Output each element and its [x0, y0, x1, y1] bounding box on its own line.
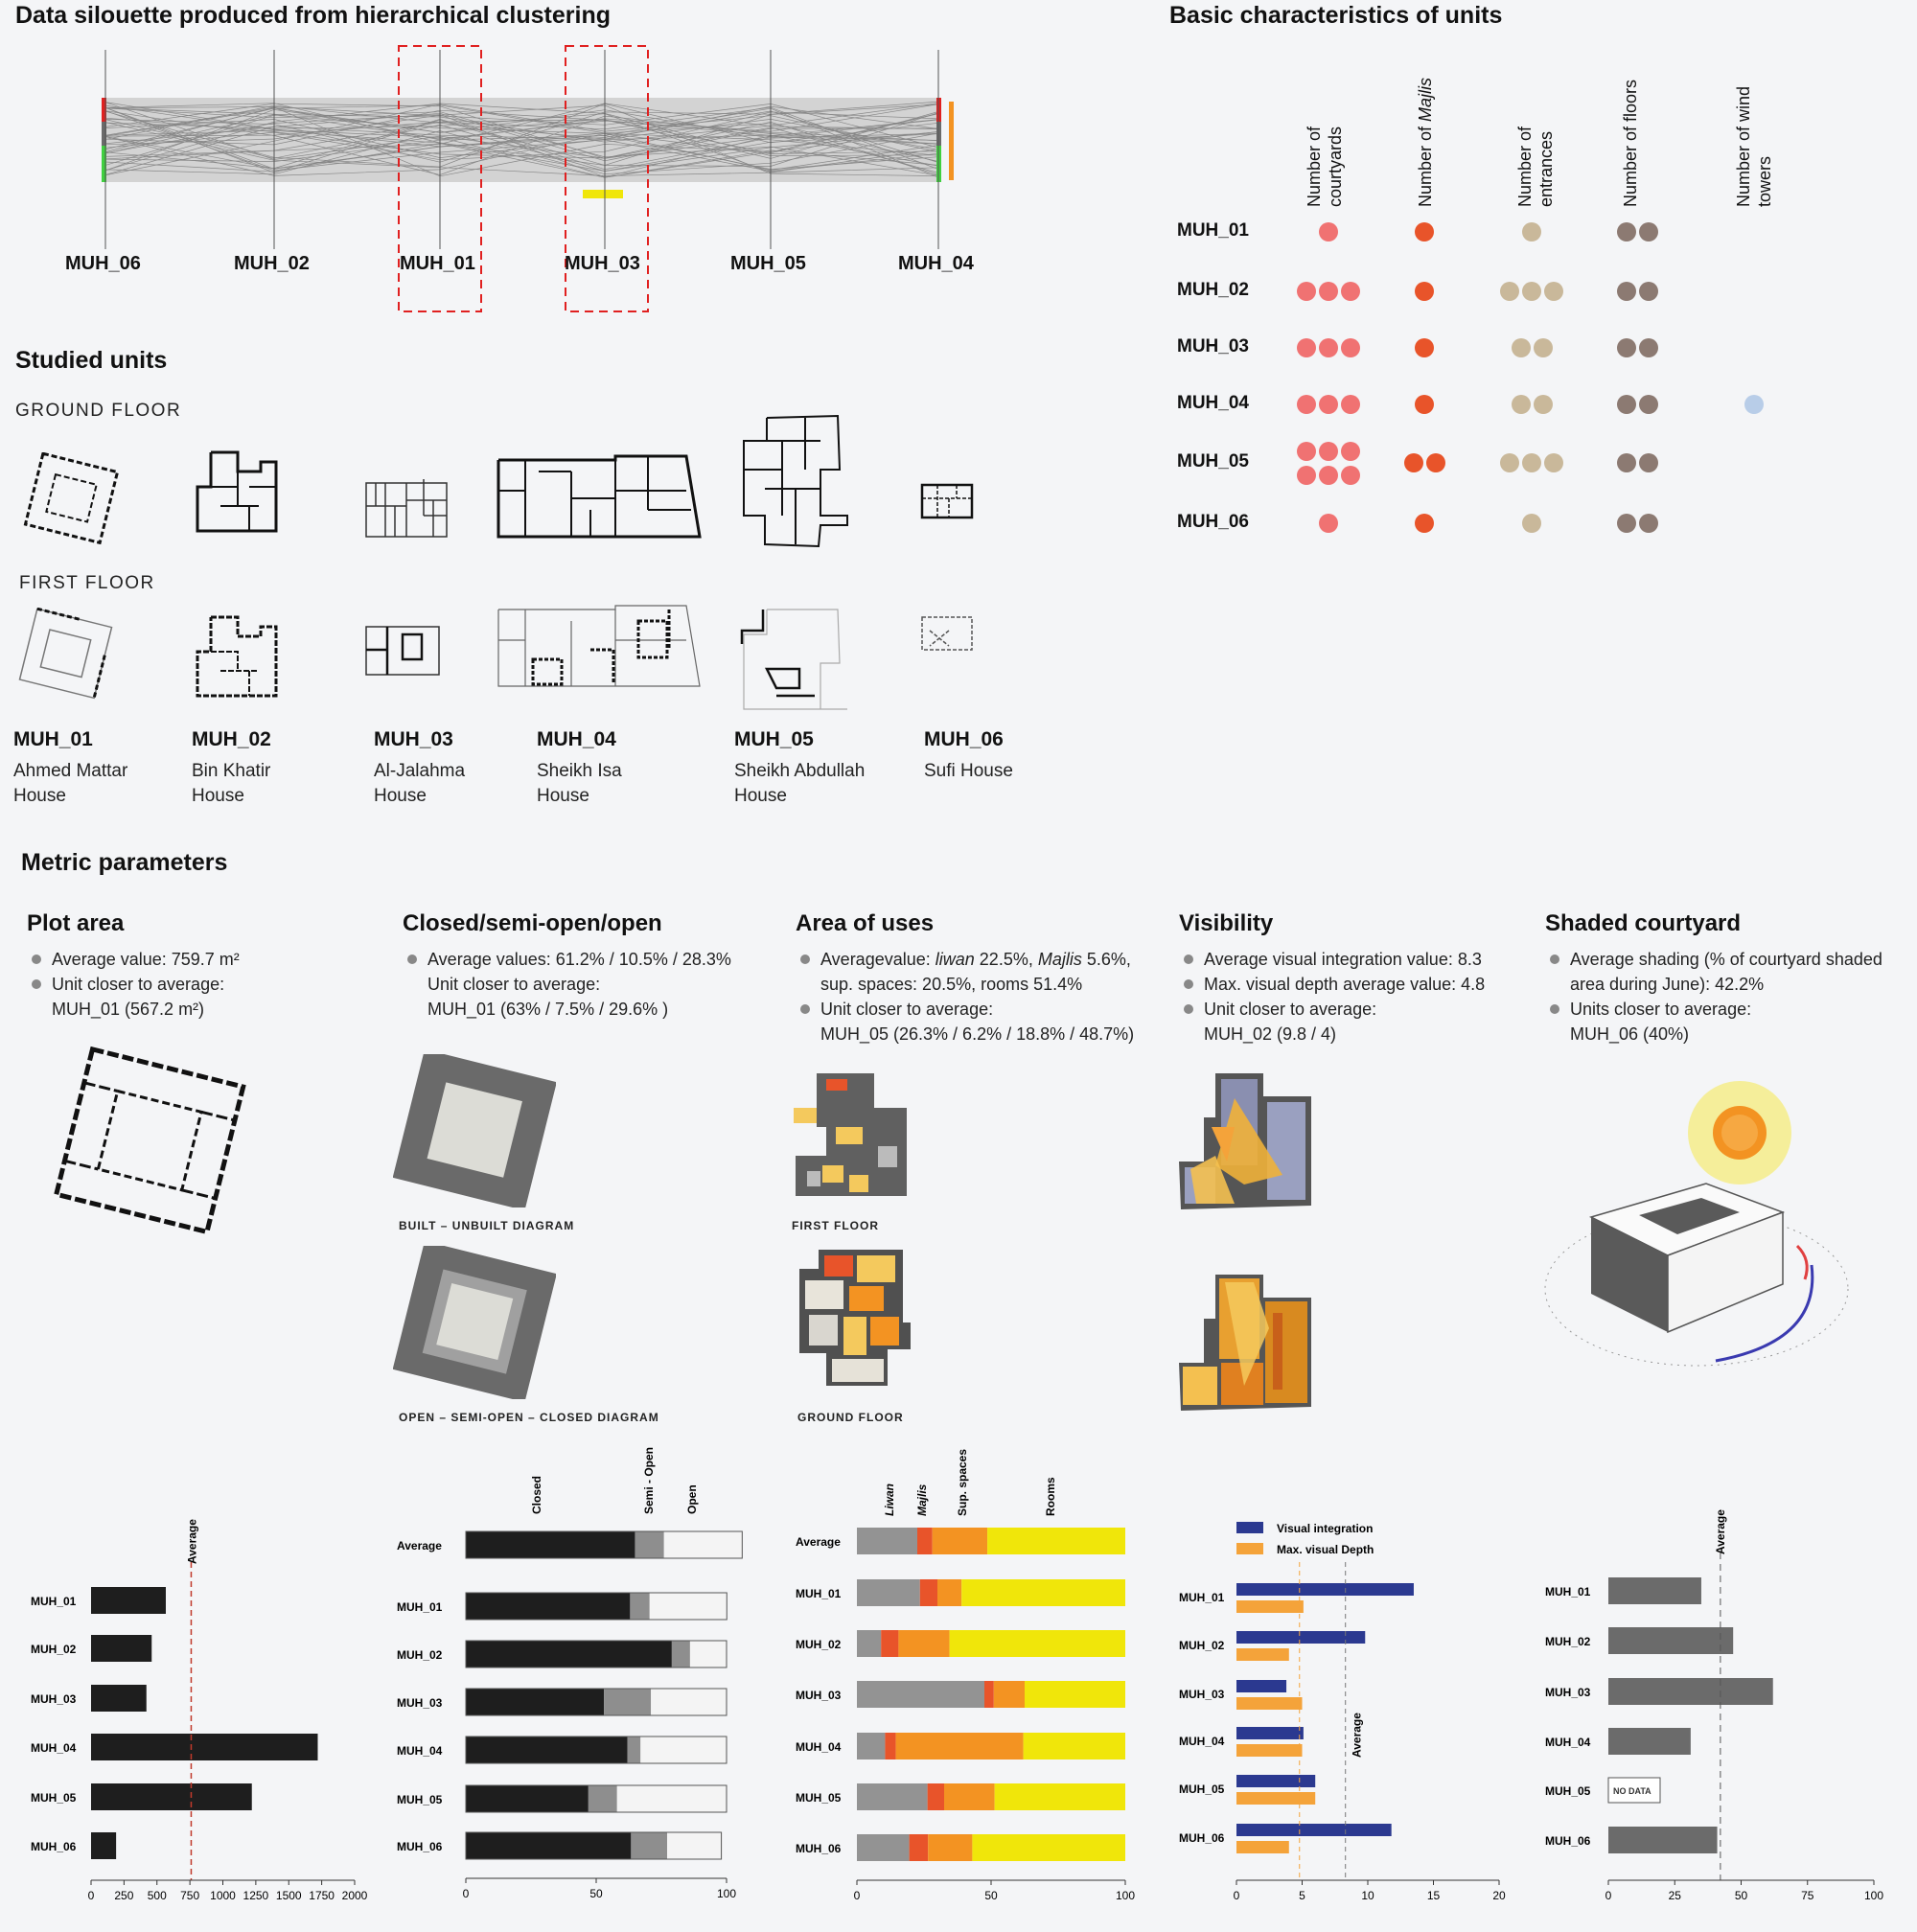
- visibility-category-label: MUH_04: [1179, 1735, 1225, 1748]
- visibility-bar: [1236, 1648, 1289, 1661]
- uses-tick-label: 0: [853, 1889, 861, 1902]
- unit-name-line2: House: [734, 786, 787, 806]
- uses-bar-segment: [944, 1783, 995, 1810]
- closed-title: Closed/semi-open/open: [403, 910, 662, 936]
- uses-bar-segment: [1025, 1681, 1125, 1708]
- closed-semiopen-open-chart: [393, 1438, 776, 1907]
- closed-bar-segment: [650, 1593, 728, 1620]
- open-closed-diagram: [393, 1246, 556, 1399]
- uses-bar-segment: [1024, 1733, 1125, 1760]
- built-unbuilt-caption: BUILT – UNBUILT DIAGRAM: [399, 1219, 575, 1232]
- closed-category-label: MUH_04: [397, 1744, 443, 1758]
- basic-dot-floors: [1617, 514, 1636, 533]
- uses-bar-segment: [857, 1733, 885, 1760]
- basic-dot-courtyards: [1319, 514, 1338, 533]
- closed-bar-segment: [664, 1531, 743, 1558]
- closed-category-label: MUH_05: [397, 1793, 443, 1806]
- basic-dot-courtyards: [1319, 466, 1338, 485]
- uses-bar-segment: [961, 1579, 1125, 1606]
- plot-area-tick-label: 1500: [275, 1889, 302, 1902]
- uses-series-label: Rooms: [1044, 1477, 1057, 1516]
- basic-dot-courtyards: [1319, 222, 1338, 242]
- closed-bar-segment: [466, 1593, 630, 1620]
- plot-area-average-label: Average: [185, 1519, 199, 1564]
- uses-bar-segment: [857, 1834, 910, 1861]
- basic-dot-entrances: [1534, 338, 1553, 357]
- plan-muh04-first: [495, 602, 705, 690]
- visibility-legend-swatch: [1236, 1543, 1263, 1554]
- visibility-notes: Average visual integration value: 8.3 Max. visual depth average value: 4.8 Unit closer to average: MUH_02 (9.8 / 4): [1181, 947, 1526, 1046]
- basic-dot-majlis: [1415, 395, 1434, 414]
- basic-dot-courtyards: [1297, 282, 1316, 301]
- visibility-legend-label: Max. visual Depth: [1277, 1543, 1374, 1556]
- basic-dot-courtyards: [1297, 395, 1316, 414]
- visibility-bar: [1236, 1697, 1303, 1710]
- unit-code: MUH_06: [924, 728, 1004, 750]
- basic-dot-courtyards: [1319, 282, 1338, 301]
- closed-bar-segment: [466, 1689, 604, 1715]
- closed-tick-label: 50: [589, 1887, 603, 1900]
- uses-first-floor-plan: [788, 1070, 912, 1204]
- basic-dot-entrances: [1522, 514, 1541, 533]
- basic-dot-windtowers: [1744, 395, 1764, 414]
- shade-category-label: MUH_06: [1545, 1834, 1591, 1848]
- closed-bar-segment: [630, 1593, 649, 1620]
- basic-row-label: MUH_03: [1177, 336, 1249, 356]
- basic-dot-entrances: [1522, 453, 1541, 472]
- closed-series-label: Open: [685, 1484, 699, 1514]
- closed-series-label: Closed: [530, 1475, 543, 1514]
- closed-bar-segment: [672, 1641, 690, 1668]
- plan-muh01-first: [13, 608, 119, 703]
- basic-dot-courtyards: [1341, 338, 1360, 357]
- unit-name-line2: House: [13, 786, 66, 806]
- shade-bar: [1608, 1728, 1691, 1755]
- first-floor-label: FIRST FLOOR: [19, 573, 155, 593]
- basic-dot-floors: [1639, 395, 1658, 414]
- basic-dot-majlis: [1415, 222, 1434, 242]
- unit-name: Sufi House: [924, 761, 1013, 781]
- closed-bar-segment: [690, 1641, 727, 1668]
- unit-name-line2: House: [537, 786, 589, 806]
- built-unbuilt-diagram: [393, 1054, 556, 1208]
- header-floors: Number of floors: [1621, 79, 1640, 207]
- basic-dot-majlis: [1415, 282, 1434, 301]
- uses-bar-segment: [984, 1681, 994, 1708]
- closed-bar-segment: [604, 1689, 651, 1715]
- visibility-tick-label: 15: [1426, 1889, 1441, 1902]
- plan-muh04-ground: [495, 452, 705, 540]
- basic-dot-entrances: [1512, 338, 1531, 357]
- unit-code: MUH_05: [734, 728, 814, 750]
- visibility-bar: [1236, 1583, 1414, 1596]
- visibility-category-label: MUH_06: [1179, 1831, 1225, 1845]
- plot-area-bar: [91, 1587, 166, 1614]
- shade-no-data-label: NO DATA: [1613, 1786, 1651, 1796]
- visibility-bar: [1236, 1600, 1304, 1613]
- closed-bar-segment: [640, 1736, 727, 1763]
- uses-category-label: MUH_02: [796, 1638, 842, 1651]
- area-of-uses-chart: [786, 1438, 1150, 1907]
- closed-bar-segment: [617, 1785, 727, 1812]
- basic-dot-majlis: [1426, 453, 1445, 472]
- visibility-tick-label: 0: [1233, 1889, 1240, 1902]
- closed-category-label: MUH_06: [397, 1840, 443, 1853]
- shade-tick-label: 75: [1801, 1889, 1814, 1902]
- plot-area-bar: [91, 1734, 318, 1760]
- plot-area-category-label: MUH_02: [31, 1643, 77, 1656]
- uses-ground-floor-plan: [792, 1246, 916, 1390]
- plot-area-bar: [91, 1783, 252, 1810]
- plan-muh06-ground: [920, 481, 974, 519]
- plot-area-tick-label: 250: [114, 1889, 134, 1902]
- uses-bar-segment: [857, 1681, 984, 1708]
- plan-muh01-ground: [19, 452, 125, 548]
- basic-dot-courtyards: [1319, 442, 1338, 461]
- closed-category-label: Average: [397, 1539, 442, 1552]
- visibility-bar: [1236, 1792, 1315, 1805]
- uses-bar-segment: [910, 1834, 929, 1861]
- visibility-bar: [1236, 1775, 1315, 1787]
- basic-dot-floors: [1617, 222, 1636, 242]
- plot-area-tick-label: 1250: [243, 1889, 269, 1902]
- unit-name: Bin Khatir: [192, 761, 271, 781]
- basic-dot-floors: [1639, 222, 1658, 242]
- plot-area-title: Plot area: [27, 910, 125, 936]
- shade-category-label: MUH_04: [1545, 1736, 1591, 1749]
- basic-row-label: MUH_06: [1177, 512, 1249, 532]
- header-majlis: Number of Majlis: [1416, 77, 1435, 207]
- plan-muh05-ground: [738, 412, 853, 548]
- uses-series-label: Majlis: [915, 1484, 929, 1516]
- basic-row-label: MUH_02: [1177, 280, 1249, 300]
- plot-area-chart: [19, 1505, 383, 1907]
- plan-muh02-first: [192, 613, 283, 700]
- basic-dot-floors: [1639, 453, 1658, 472]
- unit-code: MUH_04: [537, 728, 616, 750]
- basic-dot-courtyards: [1319, 395, 1338, 414]
- closed-series-label: Semi - Open: [642, 1446, 656, 1514]
- uses-tick-label: 50: [984, 1889, 998, 1902]
- closed-bar-segment: [651, 1689, 727, 1715]
- plot-area-tick-label: 500: [147, 1889, 167, 1902]
- basic-dot-entrances: [1544, 282, 1563, 301]
- visibility-title: Visibility: [1179, 910, 1274, 936]
- closed-tick-label: 0: [462, 1887, 470, 1900]
- shade-bar: [1608, 1577, 1701, 1604]
- shade-title: Shaded courtyard: [1545, 910, 1742, 936]
- silhouette-axis-label: MUH_03: [565, 253, 640, 274]
- shade-tick-label: 100: [1863, 1889, 1884, 1902]
- shade-average-label: Average: [1713, 1509, 1727, 1554]
- unit-name-line2: House: [192, 786, 244, 806]
- closed-bar-segment: [466, 1736, 628, 1763]
- uses-bar-segment: [857, 1579, 920, 1606]
- shade-category-label: MUH_02: [1545, 1635, 1591, 1648]
- uses-bar-segment: [896, 1733, 1024, 1760]
- basic-dot-entrances: [1500, 453, 1519, 472]
- plan-muh03-first: [364, 621, 449, 682]
- plot-area-category-label: MUH_03: [31, 1692, 77, 1706]
- plan-muh05-first: [738, 606, 853, 719]
- uses-category-label: Average: [796, 1535, 841, 1549]
- basic-dot-floors: [1617, 453, 1636, 472]
- uses-category-label: MUH_05: [796, 1791, 842, 1805]
- visibility-category-label: MUH_03: [1179, 1688, 1225, 1701]
- plot-area-tick-label: 2000: [341, 1889, 368, 1902]
- closed-bar-segment: [635, 1531, 663, 1558]
- visibility-tick-label: 5: [1299, 1889, 1305, 1902]
- shade-bar: [1608, 1678, 1773, 1705]
- uses-bar-segment: [857, 1528, 917, 1554]
- basic-dot-majlis: [1404, 453, 1423, 472]
- uses-bar-segment: [928, 1783, 944, 1810]
- basic-dot-floors: [1639, 282, 1658, 301]
- plot-area-notes: Average value: 759.7 m² Unit closer to average: MUH_01 (567.2 m²): [29, 947, 374, 1022]
- uses-bar-segment: [994, 1681, 1025, 1708]
- visibility-map-2: [1177, 1271, 1327, 1414]
- header-courtyards: Number of courtyards: [1305, 126, 1345, 207]
- plot-area-bar: [91, 1832, 116, 1859]
- basic-dot-courtyards: [1341, 282, 1360, 301]
- closed-bar-segment: [466, 1785, 589, 1812]
- unit-code: MUH_02: [192, 728, 271, 750]
- visibility-bar: [1236, 1680, 1286, 1692]
- silhouette-axis-label: MUH_02: [234, 253, 310, 274]
- visibility-map-1: [1177, 1070, 1327, 1213]
- closed-category-label: MUH_03: [397, 1696, 443, 1710]
- silhouette-title: Data silouette produced from hierarchical clustering: [15, 2, 611, 29]
- basic-dot-courtyards: [1341, 395, 1360, 414]
- basic-dot-entrances: [1522, 222, 1541, 242]
- uses-category-label: MUH_06: [796, 1842, 842, 1855]
- basic-row-label: MUH_01: [1177, 220, 1249, 241]
- plot-area-plan: [38, 1045, 259, 1246]
- basic-dot-entrances: [1500, 282, 1519, 301]
- plot-area-category-label: MUH_05: [31, 1791, 77, 1805]
- visibility-legend-label: Visual integration: [1277, 1522, 1374, 1535]
- basic-dot-courtyards: [1341, 442, 1360, 461]
- closed-tick-label: 100: [716, 1887, 737, 1900]
- plot-area-tick-label: 750: [180, 1889, 200, 1902]
- basic-dot-majlis: [1415, 338, 1434, 357]
- basic-row-label: MUH_05: [1177, 451, 1249, 472]
- shade-bar: [1608, 1627, 1733, 1654]
- visibility-category-label: MUH_01: [1179, 1591, 1225, 1604]
- plot-area-tick-label: 1750: [309, 1889, 335, 1902]
- basic-dot-floors: [1617, 338, 1636, 357]
- closed-bar-segment: [466, 1832, 631, 1859]
- uses-bar-segment: [928, 1834, 972, 1861]
- basic-dot-courtyards: [1297, 442, 1316, 461]
- uses-notes: Averagevalue: liwan 22.5%, Majlis 5.6%, sup. spaces: 20.5%, rooms 51.4% Unit closer to average: MUH_05 (26.3% / 6.2% / 18.8% / 48.7%): [797, 947, 1162, 1046]
- uses-bar-segment: [995, 1783, 1125, 1810]
- closed-category-label: MUH_02: [397, 1648, 443, 1662]
- closed-bar-segment: [466, 1531, 635, 1558]
- uses-bar-segment: [885, 1733, 895, 1760]
- open-closed-caption: OPEN – SEMI-OPEN – CLOSED DIAGRAM: [399, 1411, 659, 1424]
- uses-first-floor-caption: FIRST FLOOR: [792, 1219, 879, 1232]
- basic-title: Basic characteristics of units: [1169, 2, 1503, 29]
- uses-bar-segment: [898, 1630, 949, 1657]
- uses-title: Area of uses: [796, 910, 935, 936]
- unit-name-line2: House: [374, 786, 427, 806]
- shade-bar: [1608, 1827, 1718, 1853]
- basic-dot-courtyards: [1341, 466, 1360, 485]
- shaded-courtyard-chart: [1534, 1495, 1898, 1907]
- header-entrances: Number of entrances: [1515, 126, 1556, 207]
- closed-bar-segment: [667, 1832, 722, 1859]
- shade-tick-label: 0: [1605, 1889, 1612, 1902]
- plan-muh02-ground: [192, 448, 283, 535]
- visibility-bar: [1236, 1727, 1304, 1739]
- uses-series-label: Liwan: [883, 1483, 896, 1516]
- uses-series-label: Sup. spaces: [956, 1448, 969, 1516]
- plot-area-bar: [91, 1635, 151, 1662]
- uses-category-label: MUH_01: [796, 1587, 842, 1600]
- uses-bar-segment: [937, 1579, 961, 1606]
- visibility-tick-label: 10: [1361, 1889, 1374, 1902]
- closed-bar-segment: [631, 1832, 667, 1859]
- plot-area-category-label: MUH_04: [31, 1741, 77, 1755]
- plot-area-tick-label: 0: [87, 1889, 95, 1902]
- closed-bar-segment: [466, 1641, 672, 1668]
- unit-code: MUH_03: [374, 728, 453, 750]
- ground-floor-label: GROUND FLOOR: [15, 401, 182, 421]
- uses-ground-floor-caption: GROUND FLOOR: [797, 1411, 904, 1424]
- plot-area-category-label: MUH_06: [31, 1840, 77, 1853]
- unit-code: MUH_01: [13, 728, 93, 750]
- visibility-bar: [1236, 1841, 1289, 1853]
- visibility-legend-swatch: [1236, 1522, 1263, 1533]
- header-windtowers: Number of wind towers: [1734, 85, 1774, 207]
- visibility-bar: [1236, 1824, 1392, 1836]
- uses-bar-segment: [881, 1630, 898, 1657]
- shade-category-label: MUH_05: [1545, 1784, 1591, 1798]
- uses-bar-segment: [920, 1579, 937, 1606]
- plot-area-tick-label: 1000: [210, 1889, 236, 1902]
- basic-dot-majlis: [1415, 514, 1434, 533]
- basic-dot-floors: [1639, 338, 1658, 357]
- unit-name: Sheikh Isa: [537, 761, 622, 781]
- basic-dot-floors: [1617, 395, 1636, 414]
- closed-bar-segment: [628, 1736, 641, 1763]
- basic-dot-entrances: [1544, 453, 1563, 472]
- shade-category-label: MUH_03: [1545, 1686, 1591, 1699]
- uses-bar-segment: [950, 1630, 1125, 1657]
- unit-name: Al-Jalahma: [374, 761, 466, 781]
- shade-category-label: MUH_01: [1545, 1585, 1591, 1598]
- unit-name: Ahmed Mattar: [13, 761, 128, 781]
- visibility-category-label: MUH_02: [1179, 1639, 1225, 1652]
- basic-dot-floors: [1617, 282, 1636, 301]
- visibility-tick-label: 20: [1492, 1889, 1506, 1902]
- uses-bar-segment: [857, 1783, 928, 1810]
- basic-dot-entrances: [1534, 395, 1553, 414]
- uses-bar-segment: [987, 1528, 1125, 1554]
- uses-bar-segment: [917, 1528, 933, 1554]
- basic-row-label: MUH_04: [1177, 393, 1249, 413]
- silhouette-axis-label: MUH_01: [400, 253, 475, 274]
- shade-tick-label: 50: [1734, 1889, 1748, 1902]
- plot-area-bar: [91, 1685, 147, 1712]
- closed-category-label: MUH_01: [397, 1600, 443, 1614]
- basic-dot-floors: [1639, 514, 1658, 533]
- visibility-category-label: MUH_05: [1179, 1782, 1225, 1796]
- uses-category-label: MUH_03: [796, 1689, 842, 1702]
- plan-muh06-first: [920, 613, 974, 652]
- unit-name: Sheikh Abdullah: [734, 761, 866, 781]
- visibility-average-label: Average: [1350, 1713, 1364, 1758]
- basic-dot-courtyards: [1297, 338, 1316, 357]
- studied-title: Studied units: [15, 347, 168, 374]
- shading-diagram: [1534, 1073, 1850, 1390]
- silhouette-chart: [0, 38, 978, 316]
- shade-notes: Average shading (% of courtyard shaded area during June): 42.2% Units closer to average: MUH_06 (40%): [1547, 947, 1917, 1046]
- uses-bar-segment: [857, 1630, 881, 1657]
- uses-bar-segment: [933, 1528, 987, 1554]
- basic-dot-entrances: [1512, 395, 1531, 414]
- uses-tick-label: 100: [1115, 1889, 1136, 1902]
- basic-dot-entrances: [1522, 282, 1541, 301]
- silhouette-axis-label: MUH_05: [730, 253, 806, 274]
- basic-dot-courtyards: [1297, 466, 1316, 485]
- silhouette-axis-label: MUH_06: [65, 253, 141, 274]
- uses-category-label: MUH_04: [796, 1740, 842, 1754]
- visibility-bar: [1236, 1744, 1303, 1757]
- shade-tick-label: 25: [1668, 1889, 1681, 1902]
- basic-dot-courtyards: [1319, 338, 1338, 357]
- visibility-chart: [1169, 1505, 1534, 1907]
- closed-notes: Average values: 61.2% / 10.5% / 28.3% Unit closer to average: MUH_01 (63% / 7.5% / 29.6% ): [404, 947, 769, 1022]
- plot-area-category-label: MUH_01: [31, 1595, 77, 1608]
- uses-bar-segment: [972, 1834, 1125, 1861]
- closed-bar-segment: [589, 1785, 617, 1812]
- plan-muh03-ground: [364, 477, 449, 539]
- metric-title: Metric parameters: [21, 849, 228, 876]
- silhouette-axis-label: MUH_04: [898, 253, 974, 274]
